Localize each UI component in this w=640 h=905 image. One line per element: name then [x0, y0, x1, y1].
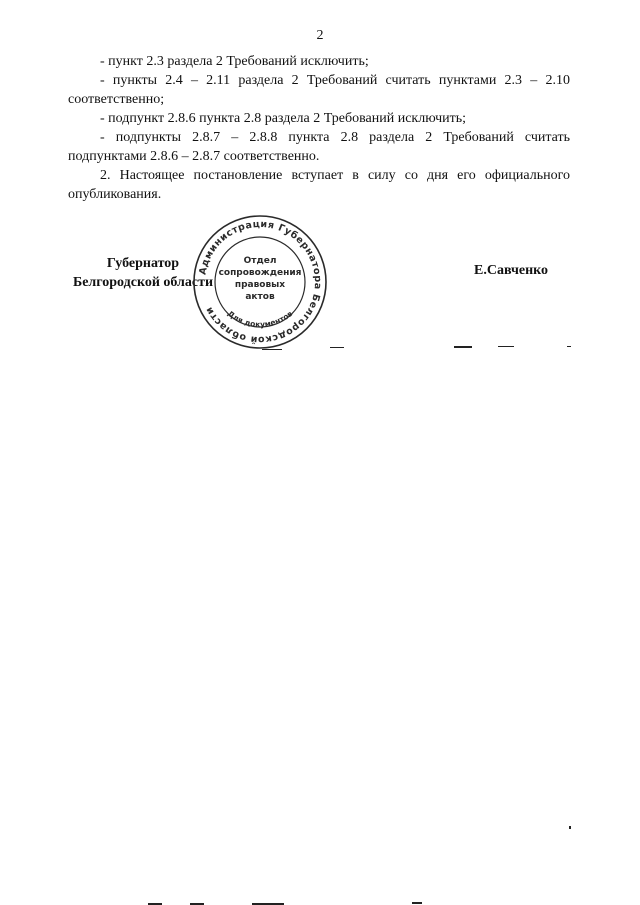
signatory-title-line1: Губернатор: [106, 256, 180, 271]
document-body: [68, 52, 570, 204]
paragraph-renumber-2-4: - пункты 2.4 – 2.11 раздела 2 Требований считать пунктами 2.3 – 2.10 соответственно;: [68, 73, 570, 107]
scan-artifact: [454, 346, 472, 348]
official-seal: [190, 212, 330, 352]
scan-artifact: [498, 346, 514, 347]
seal-center-line-3: правовых: [234, 280, 286, 290]
svg-text:Для документов: [226, 309, 295, 329]
seal-center-line-4: актов: [245, 292, 275, 302]
scan-artifact: [262, 349, 282, 350]
seal-outer-text: Администрация Губернатора Белгородской области: [197, 218, 324, 346]
seal-center-line-2: сопровождения: [218, 268, 302, 278]
scan-artifact: [330, 347, 344, 348]
scan-artifact: [569, 826, 571, 829]
seal-center-line-1: Отдел: [243, 256, 277, 266]
signatory-title-line2: Белгородской области: [72, 275, 214, 290]
page-number: 2: [316, 28, 324, 43]
signatory-name: Е.Савченко: [474, 263, 549, 278]
paragraph-effective-date: 2. Настоящее постановление вступает в силу со дня его официального опубликования.: [68, 168, 570, 202]
seal-bottom-text: Для документов: [225, 308, 295, 329]
seal-icon: [190, 212, 330, 352]
paragraph-exclude-2-8-6: - подпункт 2.8.6 пункта 2.8 раздела 2 Требований исключить;: [100, 111, 467, 126]
paragraph-exclude-2-3: - пункт 2.3 раздела 2 Требований исключить;: [100, 54, 369, 69]
paragraph-renumber-2-8-7: - подпункты 2.8.7 – 2.8.8 пункта 2.8 раздела 2 Требований считать подпунктами 2.8.6 – 2.8.7 соответственно.: [68, 130, 570, 164]
scan-artifact: [412, 902, 422, 904]
scan-artifact: [567, 346, 571, 347]
